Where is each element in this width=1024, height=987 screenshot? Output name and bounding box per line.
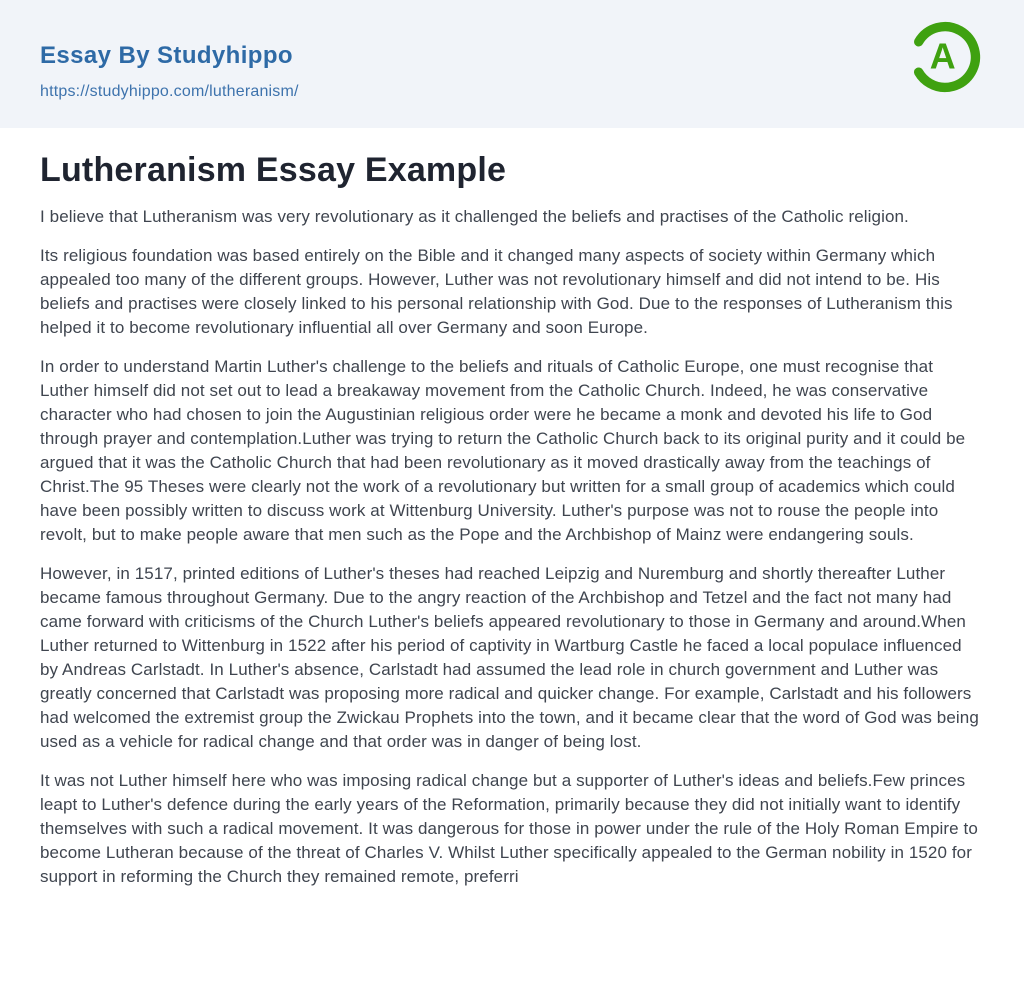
studyhippo-logo	[906, 18, 984, 96]
site-title: Essay By Studyhippo	[40, 42, 293, 69]
site-header	[0, 0, 1024, 128]
logo-letter: A	[929, 36, 956, 77]
essay-paragraph: However, in 1517, printed editions of Luther's theses had reached Leipzig and Nuremburg and shortly thereafter Luther became famous throughout Germany. Due to the angry reaction of the Archbishop and Tetzel and the fact not many had came forward with criticisms of the Church Luther's beliefs appeared revolutionary to those in Germany and around.When Luther returned to Wittenburg in 1522 after his period of captivity in Wartburg Castle he faced a local populace influenced by Andreas Carlstadt. In Luther's absence, Carlstadt had assumed the lead role in church government and Luther was greatly concerned that Carlstadt was proposing more radical and quicker change. For example, Carlstadt and his followers had welcomed the extremist group the Zwickau Prophets into the town, and it became clear that the word of God was being used as a vehicle for radical change and that order was in danger of being lost.	[40, 563, 979, 751]
essay-title: Lutheranism Essay Example	[40, 151, 507, 189]
essay-paragraph: I believe that Lutheranism was very revolutionary as it challenged the beliefs and practises of the Catholic religion.	[40, 206, 909, 226]
essay-article	[0, 128, 1024, 889]
page-url-link[interactable]: https://studyhippo.com/lutheranism/	[40, 82, 299, 100]
essay-paragraph: It was not Luther himself here who was imposing radical change but a supporter of Luther's ideas and beliefs.Few princes leapt to Luther's defence during the early years of the Reformation, primarily because they did not initially want to identify themselves with such a radical movement. It was dangerous for those in power under the rule of the Holy Roman Empire to become Lutheran because of the threat of Charles V. Whilst Luther specifically appealed to the German nobility in 1520 for support in reforming the Church they remained remote, preferri	[40, 770, 978, 886]
open-circle-logo-icon	[906, 18, 984, 96]
essay-paragraph: In order to understand Martin Luther's challenge to the beliefs and rituals of Catholic Europe, one must recognise that Luther himself did not set out to lead a breakaway movement from the Catholic Church. Indeed, he was conservative character who had chosen to join the Augustinian religious order were he became a monk and devoted his life to God through prayer and contemplation.Luther was trying to return the Catholic Church back to its original purity and it could be argued that it was the Catholic Church that had been revolutionary as it moved drastically away from the teachings of Christ.The 95 Theses were clearly not the work of a revolutionary but written for a small group of academics which could have been possibly written to discuss work at Wittenburg University. Luther's purpose was not to rouse the people into revolt, but to make people aware that men such as the Pope and the Archbishop of Mainz were endangering souls.	[40, 356, 966, 544]
essay-paragraph: Its religious foundation was based entirely on the Bible and it changed many aspects of society within Germany which appealed too many of the different groups. However, Luther was not revolutionary himself and did not intend to be. His beliefs and practises were closely linked to his personal relationship with God. Due to the responses of Lutheranism this helped it to become revolutionary influential all over Germany and soon Europe.	[40, 245, 953, 337]
